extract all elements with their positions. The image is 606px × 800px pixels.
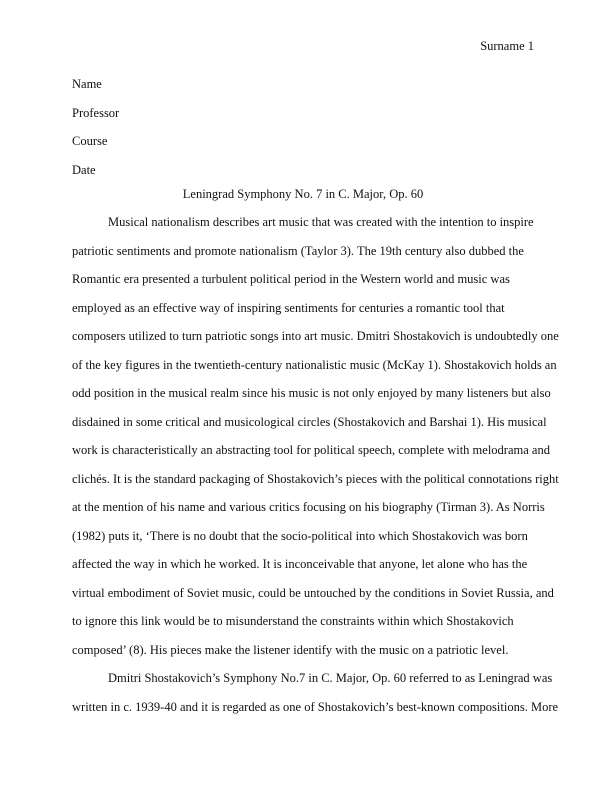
paragraph-line: Musical nationalism describes art music that was created with the intention to inspire [108, 215, 534, 229]
document-title: Leningrad Symphony No. 7 in C. Major, Op. 60 [182, 187, 424, 201]
paragraph-line: clichés. It is the standard packaging of Shostakovich’s pieces with the political connotations right [72, 471, 559, 486]
paragraph-line: disdained in some critical and musicological circles (Shostakovich and Barshai 1). His musical [72, 414, 547, 429]
paragraph-line: virtual embodiment of Soviet music, could be untouched by the conditions in Soviet Russia, and [72, 585, 554, 600]
paragraph-line: written in c. 1939-40 and it is regarded as one of Shostakovich’s best-known compositions. More [72, 699, 559, 714]
paragraph-line: composers utilized to turn patriotic songs into art music. Dmitri Shostakovich is undoubtedly one [72, 329, 559, 343]
body-text [72, 208, 559, 721]
course-name: Course [72, 134, 108, 148]
paragraph-line: Romantic era presented a turbulent political period in the Western world and music was [72, 272, 510, 286]
paragraph-line: employed as an effective way of inspiring sentiments for centuries a romantic tool that [72, 300, 505, 315]
paragraph-line: of the key figures in the twentieth-century nationalistic music (McKay 1). Shostakovich holds an [72, 357, 557, 372]
paragraph-line: (1982) puts it, ‘There is no doubt that the socio-political into which Shostakovich was born [72, 528, 528, 543]
professor-name: Professor [72, 105, 120, 120]
paragraph-line: affected the way in which he worked. It is inconceivable that anyone, let alone who has the [72, 557, 528, 571]
date: Date [72, 162, 96, 177]
heading-block [72, 70, 532, 184]
running-head: Surname 1 [480, 39, 534, 53]
paragraph-line: to ignore this link would be to misunderstand the constraints within which Shostakovich [72, 614, 514, 628]
student-name: Name [72, 77, 102, 91]
paragraph-line: at the mention of his name and various critics focusing on his biography (Tirman 3). As Norris [72, 500, 545, 514]
paragraph-line: work is characteristically an abstracting tool for political speech, complete with melodrama and [72, 443, 550, 457]
paragraph-line: Dmitri Shostakovich’s Symphony No.7 in C. Major, Op. 60 referred to as Leningrad was [108, 671, 553, 685]
paragraph-line: composed’ (8). His pieces make the listener identify with the music on a patriotic level. [72, 642, 509, 657]
paragraph-line: odd position in the musical realm since his music is not only enjoyed by many listeners but also [72, 386, 551, 400]
paragraph-line: patriotic sentiments and promote nationalism (Taylor 3). The 19th century also dubbed the [72, 243, 524, 258]
